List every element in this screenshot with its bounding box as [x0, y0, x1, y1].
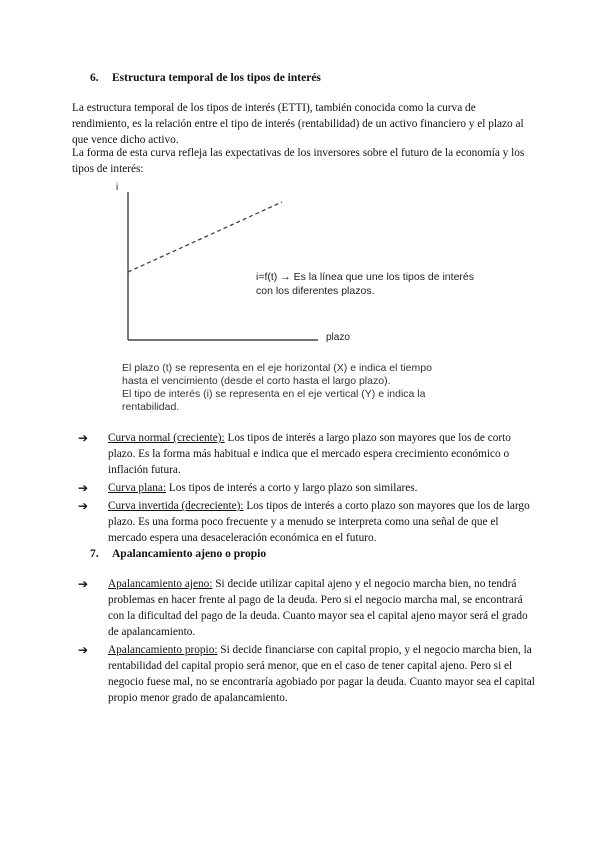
x-axis-label: plazo — [326, 332, 350, 343]
arrow-icon: ➔ — [78, 499, 89, 513]
bullet-term: Apalancamiento ajeno: — [108, 578, 213, 590]
bullet-text: Los tipos de interés a corto plazo son mayores que los de largo plazo. Es una forma poco frecuente y a menudo se interpreta como una señal de que el mercado espera una desaceleración económica en el futuro. — [108, 500, 530, 544]
arrow-icon: ➔ — [78, 577, 89, 591]
leverage-list — [78, 576, 538, 708]
y-axis-label: i — [116, 182, 119, 193]
list-item — [78, 480, 538, 496]
arrow-icon: ➔ — [78, 643, 89, 657]
curve-types-list — [78, 430, 538, 548]
bullet-term: Curva invertida (decreciente): — [108, 500, 244, 512]
bullet-text: Los tipos de interés a largo plazo son mayores que los de corto plazo. Es la forma más habitual e indica que el mercado espera crecimiento económico o inflación futura. — [108, 432, 511, 476]
section-6-heading — [90, 72, 321, 84]
list-item — [78, 642, 538, 706]
arrow-icon: ➔ — [78, 481, 89, 495]
bullet-text: Los tipos de interés a corto y largo plazo son similares. — [166, 482, 418, 494]
yield-curve-line — [128, 202, 282, 272]
yield-curve-figure — [110, 180, 490, 420]
curve-note: i=f(t) → Es la línea que une los tipos de interés con los diferentes plazos. — [256, 271, 474, 297]
section-6-title: Estructura temporal de los tipos de interés — [112, 72, 321, 84]
bullet-text: Si decide financiarse con capital propio, y el negocio marcha bien, la rentabilidad del capital propio será menor, que en el caso de tener capital ajeno. Pero si el negocio fuese mal, no se encontraría agobiado por pagar la deuda. Cuanto mayor sea el capital propio menor grado de apalancamiento. — [108, 644, 535, 704]
figure-caption — [122, 362, 452, 414]
bullet-text: Si decide utilizar capital ajeno y el negocio marcha bien, no tendrá problemas en hacer frente al pago de la deuda. Pero si el negocio marcha mal, se encontrará con la dificultad del pago de la deuda. Cuanto mayor sea el capital ajeno mayor será el grado de apalancamiento. — [108, 578, 528, 638]
bullet-term: Apalancamiento propio: — [108, 644, 218, 656]
section-7-heading — [90, 548, 266, 560]
figure-caption-line: El tipo de interés (i) se representa en el eje vertical (Y) e indica la — [122, 388, 426, 400]
list-item — [78, 576, 538, 640]
section-6-number: 6. — [90, 72, 99, 84]
figure-caption-line: El plazo (t) se representa en el eje horizontal (X) e indica el tiempo — [122, 362, 432, 374]
list-item — [78, 498, 538, 546]
section-7-title: Apalancamiento ajeno o propio — [112, 548, 267, 560]
arrow-icon: ➔ — [78, 431, 89, 445]
list-item — [78, 430, 538, 478]
section-7-number: 7. — [90, 548, 99, 560]
bullet-term: Curva normal (creciente): — [108, 432, 225, 444]
section-6-paragraph-1: La estructura temporal de los tipos de interés (ETTI), también conocida como la curva de rendimiento, es la relación entre el tipo de interés (rentabilidad) de un activo financiero y el plazo al que vence dicho activo. — [72, 102, 524, 146]
figure-caption-line: hasta el vencimiento (desde el corto hasta el largo plazo). — [122, 375, 391, 387]
figure-caption-line: rentabilidad. — [122, 401, 180, 413]
section-6-paragraph-2: La forma de esta curva refleja las expectativas de los inversores sobre el futuro de la economía y los tipos de interés: — [72, 147, 525, 175]
bullet-term: Curva plana: — [108, 482, 167, 494]
